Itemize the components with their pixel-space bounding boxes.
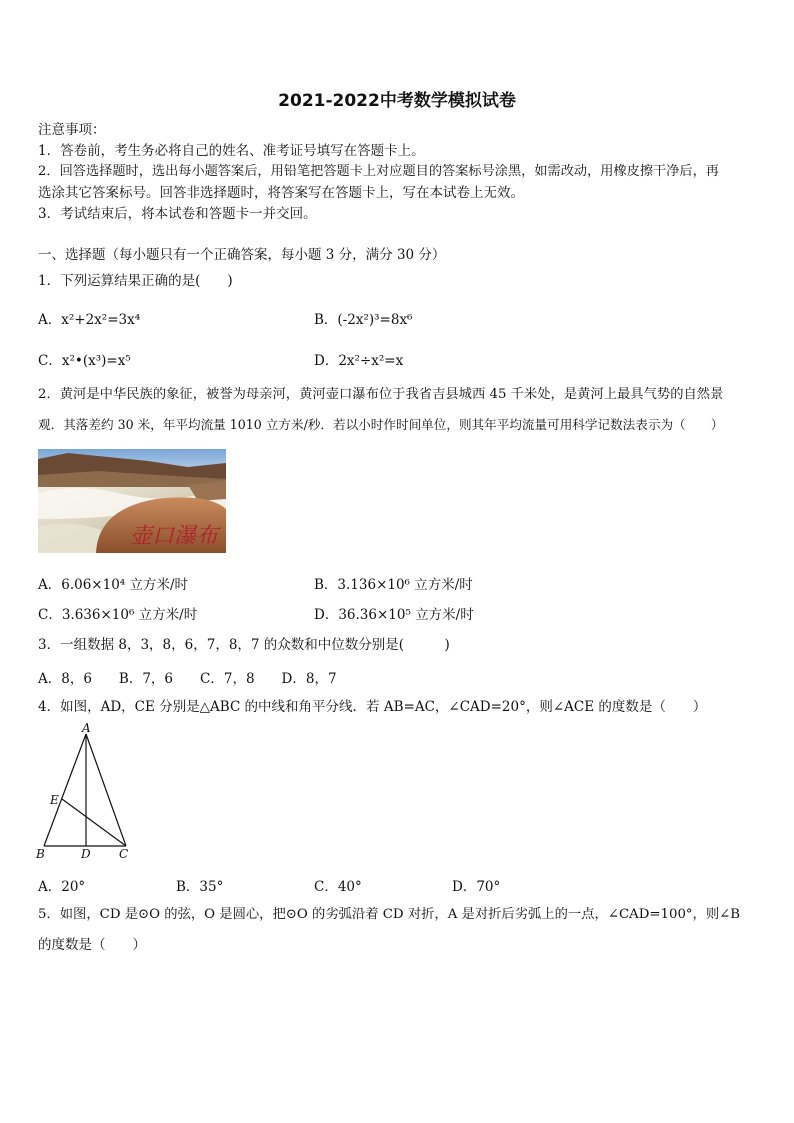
question-2-line-2: 观．其落差约 30 米，年平均流量 1010 立方米/秒．若以小时作时间单位，则其年平均流量可用科学记数法表示为（ ） [38,417,724,432]
section-heading: 一、选择题（每小题只有一个正确答案，每小题 3 分，满分 30 分） [38,247,446,263]
question-1-option-c: C．x²•(x³)=x⁵ [38,353,131,369]
page-title: 2021-2022中考数学模拟试卷 [278,91,516,111]
question-1-option-b: B．(-2x²)³=8x⁶ [314,312,413,328]
label-b: B [36,847,45,861]
question-4-option-b: B．35° [176,879,224,895]
question-4-option-d: D．70° [452,879,501,895]
question-2-option-a: A．6.06×10⁴ 立方米/时 [38,577,189,593]
bisector-ce [62,799,126,846]
label-d: D [81,847,91,861]
question-2-option-c: C．3.636×10⁶ 立方米/时 [38,607,198,623]
notice-heading: 注意事项： [38,122,106,138]
notice-item-2-line-1: 2．回答选择题时，选出每小题答案后，用铅笔把答题卡上对应题目的答案标号涂黑，如需改动，用橡皮擦干净后，再 [38,164,719,179]
question-1-stem: 1．下列运算结果正确的是( ) [38,273,233,289]
question-2-option-d: D．36.36×10⁵ 立方米/时 [314,607,474,623]
question-4-option-a: A．20° [38,879,86,895]
question-5-line-2: 的度数是（ ） [38,937,146,953]
label-e: E [50,793,59,807]
question-3-stem: 3．一组数据 8，3，8，6，7，8，7 的众数和中位数分别是( ) [38,637,450,653]
photo-inscription: 壶口瀑布 [130,524,219,549]
triangle-figure [32,722,144,862]
waterfall-image [38,449,226,553]
label-a: A [82,722,91,735]
notice-item-2-line-2: 选涂其它答案标号。回答非选择题时，将答案写在答题卡上，写在本试卷上无效。 [38,185,524,201]
question-1-option-a: A．x²+2x²=3x⁴ [38,312,141,328]
question-2-line-1: 2．黄河是中华民族的象征，被誉为母亲河，黄河壶口瀑布位于我省吉县城西 45 千米处，是黄河上最具气势的自然景 [38,387,724,402]
question-3-options: A．8，6 B．7，6 C．7，8 D．8，7 [38,671,337,687]
label-c: C [119,847,129,861]
question-5-line-1: 5．如图，CD 是⊙O 的弦，O 是圆心，把⊙O 的劣弧沿着 CD 对折，A 是对折后劣弧上的一点，∠CAD=100°，则∠B [38,907,741,922]
question-4-option-c: C．40° [314,879,362,895]
question-4-stem: 4．如图，AD，CE 分别是△ABC 的中线和角平分线．若 AB=AC，∠CAD=20°，则∠ACE 的度数是（ ） [38,699,707,715]
waterfall-photo [38,449,226,553]
notice-item-1: 1．答卷前，考生务必将自己的姓名、准考证号填写在答题卡上。 [38,143,425,159]
question-2-option-b: B．3.136×10⁶ 立方米/时 [314,577,473,593]
side-ab [44,734,86,846]
notice-item-3: 3．考试结束后，将本试卷和答题卡一并交回。 [38,206,317,222]
question-1-option-d: D．2x²÷x²=x [314,353,404,369]
side-ac [86,734,126,846]
